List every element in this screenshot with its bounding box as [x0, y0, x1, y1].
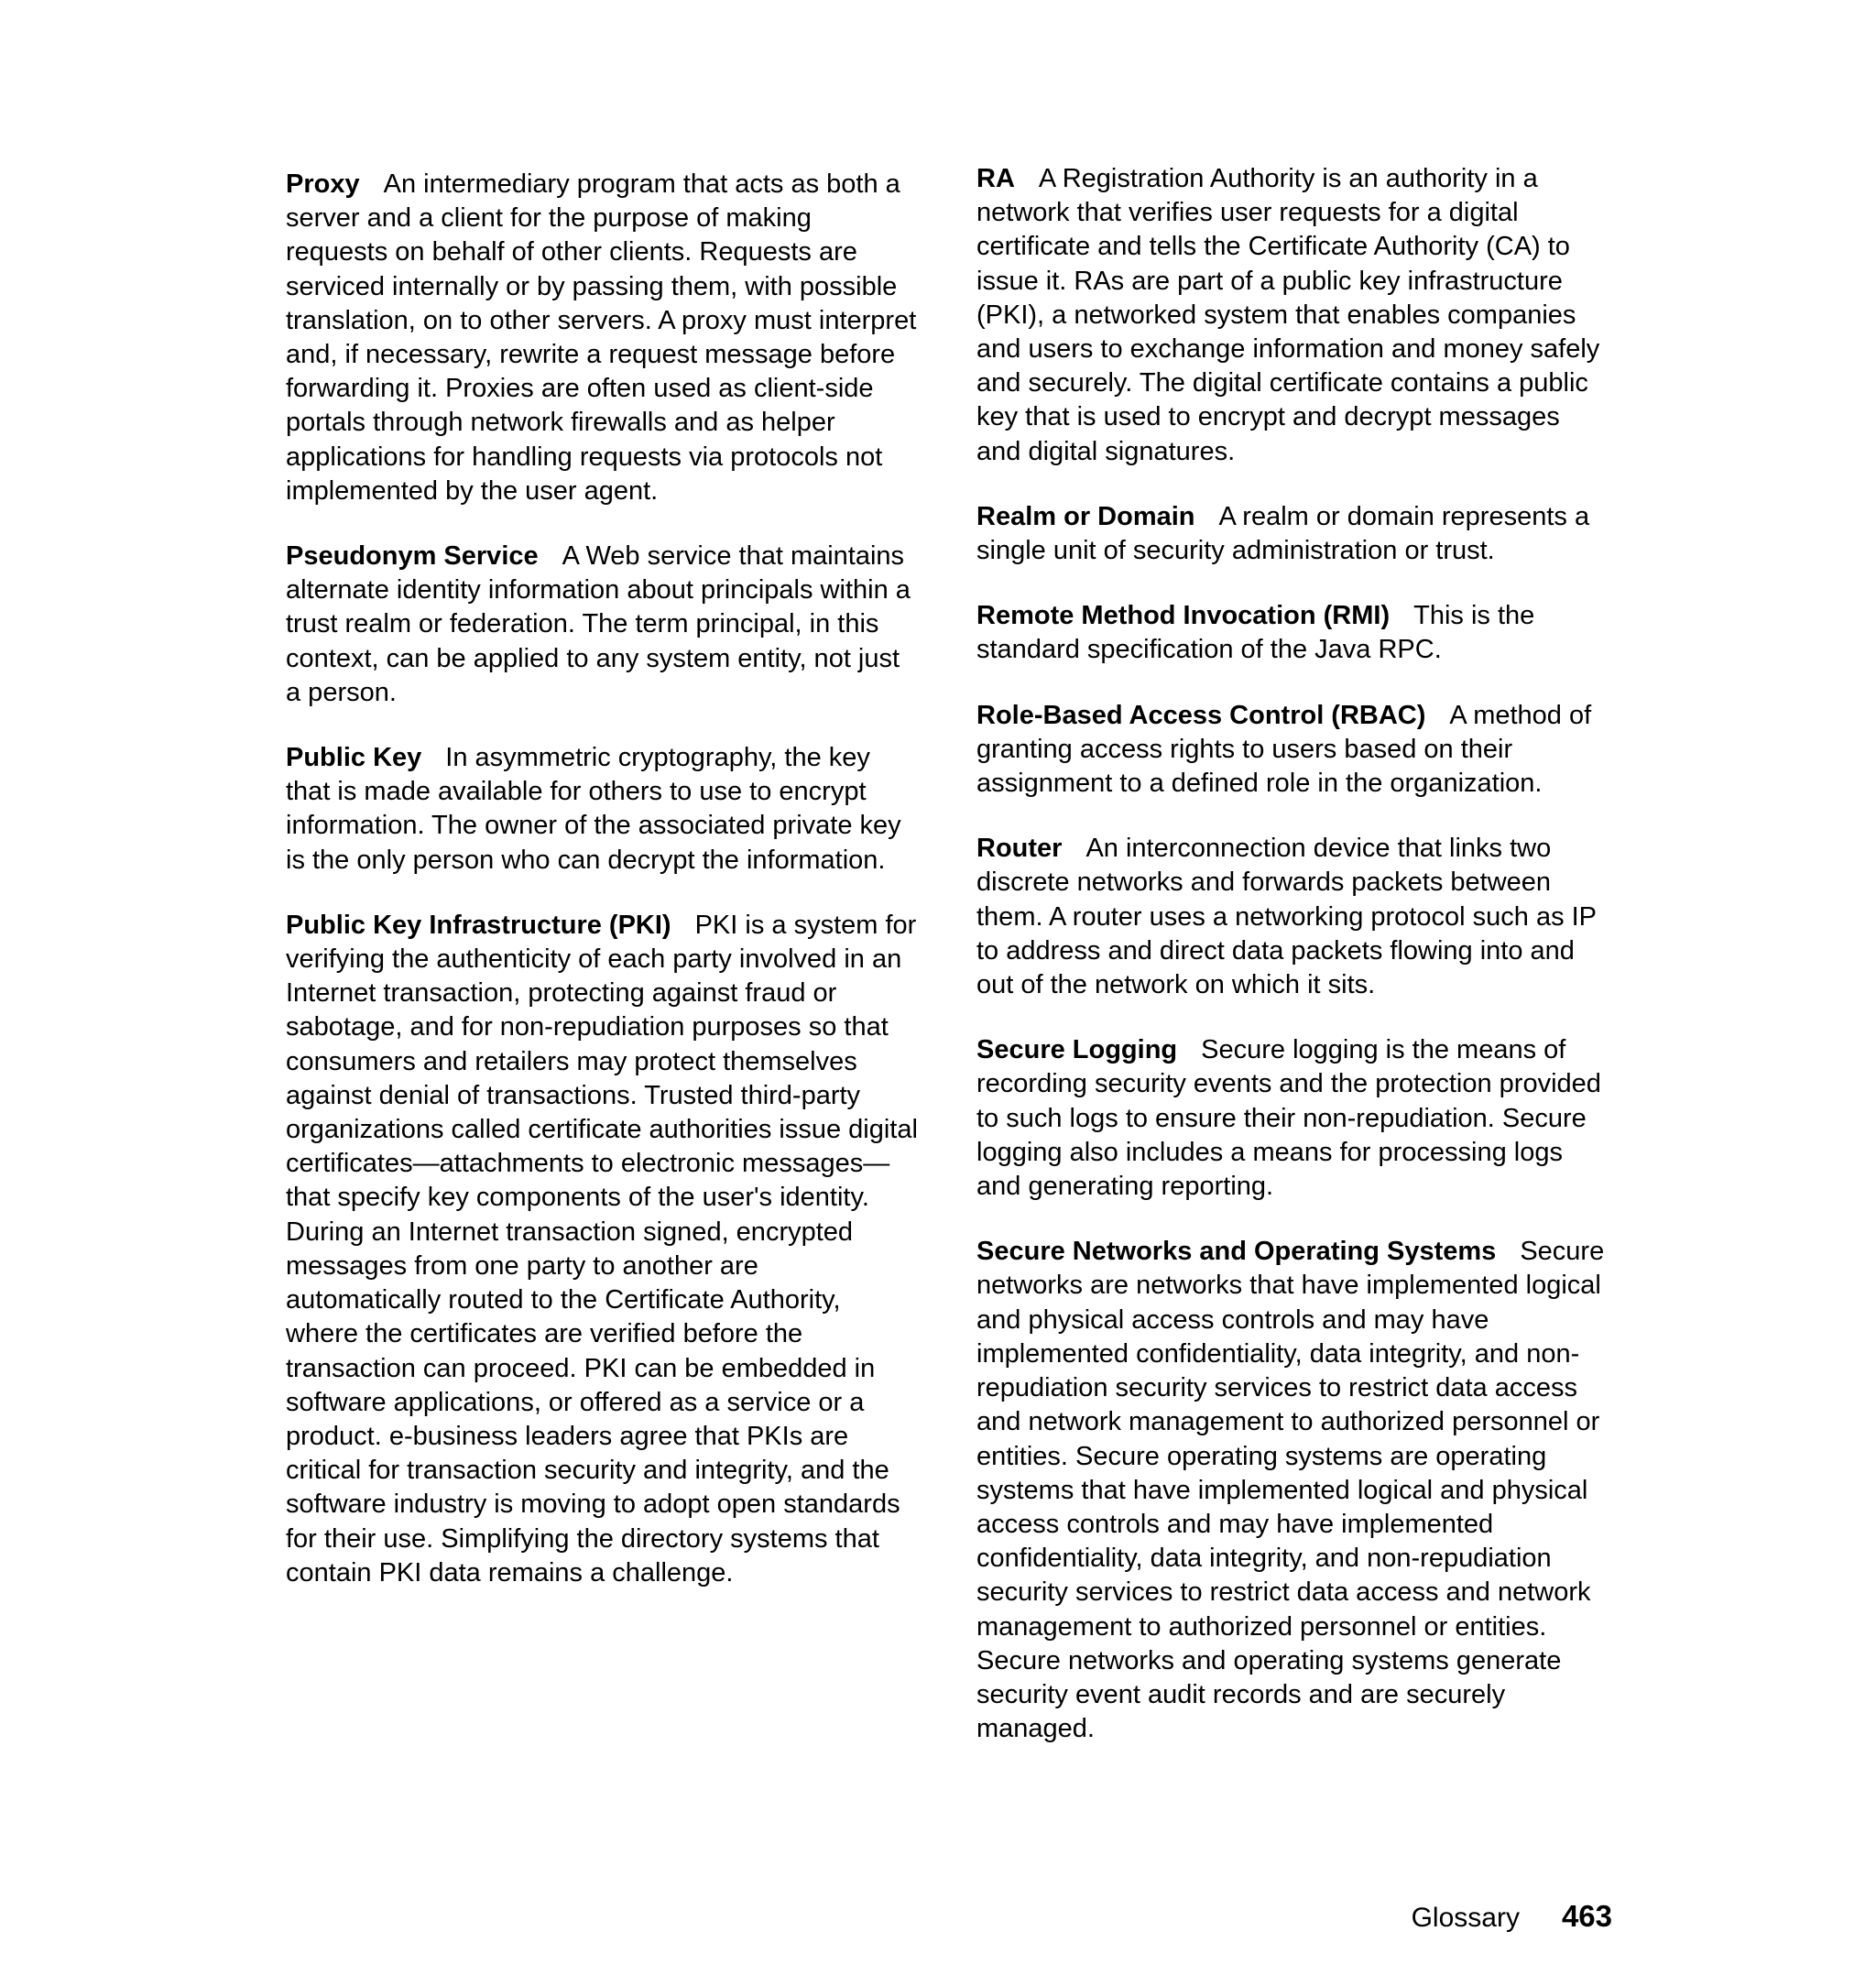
glossary-term: Proxy: [286, 169, 360, 199]
glossary-entry-pseudonym-service: [286, 540, 918, 710]
page-number: 463: [1561, 1899, 1612, 1933]
glossary-term: Realm or Domain: [976, 501, 1195, 531]
glossary-term: Secure Logging: [976, 1035, 1178, 1065]
glossary-term: Secure Networks and Operating Systems: [976, 1237, 1497, 1267]
glossary-entry-ra: [976, 162, 1609, 469]
page-footer: [1412, 1898, 1612, 1937]
glossary-term: Pseudonym Service: [286, 541, 539, 572]
glossary-left-column: [286, 168, 918, 1621]
glossary-definition: In asymmetric cryptography, the key that is made available for others to use to encrypt information. The owner of the associated private key is the only person who can decrypt the information.: [286, 743, 901, 875]
glossary-term: Public Key: [286, 743, 422, 773]
glossary-definition: A realm or domain represents a single unit of security administration or trust.: [976, 501, 1590, 566]
glossary-definition: A method of granting access rights to users based on their assignment to a defined role in the organization.: [976, 700, 1592, 799]
glossary-definition: An interconnection device that links two discrete networks and forwards packets between them. A router uses a networking protocol such as IP to address and direct data packets flowing into and out of the network on which it sits.: [976, 834, 1597, 1000]
glossary-right-column: [976, 162, 1609, 1777]
glossary-entry-secure-networks: [976, 1235, 1609, 1746]
glossary-term: Remote Method Invocation (RMI): [976, 601, 1391, 631]
glossary-definition: Secure networks are networks that have implemented logical and physical access controls and may have implemented confidentiality, data integrity, and non-repudiation security services to restrict data access and network management to authorized personnel or entities. Secure operating systems are operating systems that have implemented logical and physical access controls and may have implemented confidentiality, data integrity, and non-repudiation security services to restrict data access and network management to authorized personnel or entities. Secure networks and operating systems generate security event audit records and are securely managed.: [976, 1237, 1605, 1744]
glossary-definition: An intermediary program that acts as both a server and a client for the purpose of making requests on behalf of other clients. Requests are serviced internally or by passing them, with possible translation, on to other servers. A proxy must interpret and, if necessary, rewrite a request message before forwarding it. Proxies are often used as client-side portals through network firewalls and as helper applications for handling requests via protocols not implemented by the user agent.: [286, 169, 917, 506]
glossary-entry-realm-or-domain: [976, 500, 1609, 568]
glossary-entry-pki: [286, 909, 918, 1590]
glossary-definition: PKI is a system for verifying the authenticity of each party involved in an Internet transaction, protecting against fraud or sabotage, and for non-repudiation purposes so that consumers and retailers may protect themselves against denial of transactions. Trusted third-party organizations called certificate authorities issue digital certificates—attachments to electronic messages—that specify key components of the user's identity. During an Internet transaction signed, encrypted messages from one party to another are automatically routed to the Certificate Authority, where the certificates are verified before the transaction can proceed. PKI can be embedded in software applications, or offered as a service or a product. e-business leaders agree that PKIs are critical for transaction security and integrity, and the software industry is moving to adopt open standards for their use. Simplifying the directory systems that contain PKI data remains a challenge.: [286, 910, 918, 1588]
glossary-entry-proxy: [286, 168, 918, 508]
glossary-definition: Secure logging is the means of recording security events and the protection provided to such logs to ensure their non-repudiation. Secure logging also includes a means for processing logs and generating reporting.: [976, 1035, 1601, 1202]
glossary-entry-rmi: [976, 599, 1609, 667]
glossary-term: Router: [976, 834, 1063, 864]
glossary-term: Role-Based Access Control (RBAC): [976, 700, 1426, 730]
glossary-term: Public Key Infrastructure (PKI): [286, 910, 671, 940]
glossary-entry-router: [976, 832, 1609, 1002]
glossary-definition: This is the standard specification of the Java RPC.: [976, 601, 1535, 665]
section-label: Glossary: [1411, 1903, 1520, 1933]
glossary-definition: A Registration Authority is an authority in a network that verifies user requests for a digital certificate and tells the Certificate Authority (CA) to issue it. RAs are part of a public key infrastructure (PKI), a networked system that enables companies and users to exchange information and money safely and securely. The digital certificate contains a public key that is used to encrypt and decrypt messages and digital signatures.: [976, 164, 1600, 466]
glossary-entry-secure-logging: [976, 1033, 1609, 1204]
glossary-definition: A Web service that maintains alternate identity information about principals within a trust realm or federation. The term principal, in this context, can be applied to any system entity, not just a person.: [286, 541, 911, 707]
glossary-entry-rbac: [976, 699, 1609, 802]
glossary-entry-public-key: [286, 741, 918, 878]
glossary-term: RA: [976, 164, 1015, 193]
